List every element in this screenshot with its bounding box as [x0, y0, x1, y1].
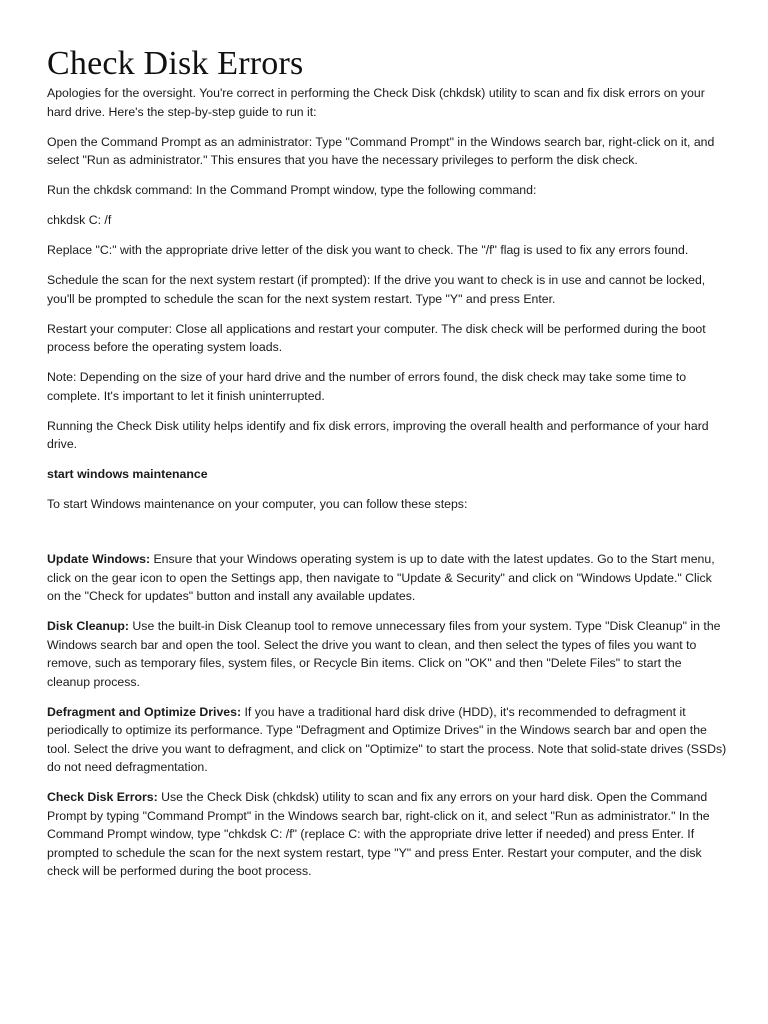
step-label: Check Disk Errors:	[47, 790, 158, 804]
replace-drive-note: Replace "C:" with the appropriate drive letter of the disk you want to check. The "/f" flag is used to fix any errors found.	[47, 243, 689, 257]
spacer	[47, 525, 727, 550]
step-run-chkdsk: Run the chkdsk command: In the Command Prompt window, type the following command:	[47, 183, 537, 197]
step-restart: Restart your computer: Close all applications and restart your computer. The disk check will be performed during the boot process before the operating system loads.	[47, 321, 706, 354]
step-label: Defragment and Optimize Drives:	[47, 704, 242, 719]
step-text: If you have a traditional hard disk drive (HDD), it's recommended to defragment it periodically to optimize its performance. Type "Defragment and Optimize Drives" in the Windows search bar and open the tool. Select the drive you want to defragment, and click on "Optimize" to start the process. Note that solid-state drives (SSDs) do not need defragmentation.	[47, 704, 727, 774]
step-open-command-prompt: Open the Command Prompt as an administrator: Type "Command Prompt" in the Windows search bar, right-click on it, and select "Run as administrator." This ensures that you have the necessary privileges to perform the disk check.	[47, 134, 715, 167]
step-label: Disk Cleanup:	[47, 619, 129, 633]
step-text: Use the built-in Disk Cleanup tool to remove unnecessary files from your system. Type "Disk Cleanup" in the Windows search bar and open the tool. Select the drive you want to clean, and then select the types of files you want to remove, such as temporary files, system files, or Recycle Bin items. Click on "OK" and then "Delete Files" to start the cleanup process.	[47, 619, 721, 689]
command-line: chkdsk C: /f	[47, 213, 112, 227]
note-paragraph: Note: Depending on the size of your hard drive and the number of errors found, the disk check may take some time to complete. It's important to let it finish uninterrupted.	[47, 370, 687, 403]
maintenance-step-disk-cleanup	[47, 617, 727, 691]
summary-paragraph: Running the Check Disk utility helps identify and fix disk errors, improving the overall health and performance of your hard drive.	[47, 418, 709, 451]
intro-paragraph: Apologies for the oversight. You're correct in performing the Check Disk (chkdsk) utility to scan and fix disk errors on your hard drive. Here's the step-by-step guide to run it:	[47, 86, 705, 119]
maintenance-step-update-windows	[47, 550, 727, 606]
step-label: Update Windows:	[47, 552, 151, 566]
maintenance-intro: To start Windows maintenance on your computer, you can follow these steps:	[47, 497, 468, 511]
maintenance-step-defragment	[47, 703, 727, 777]
subheading: start windows maintenance	[47, 467, 208, 481]
maintenance-step-check-disk	[47, 788, 727, 881]
step-text: Use the Check Disk (chkdsk) utility to scan and fix any errors on your hard disk. Open the Command Prompt by typing "Command Prompt" in the Windows search bar, right-click on it, and select "Run as administrator." In the Command Prompt window, type "chkdsk C: /f" (replace C: with the appropriate drive letter if needed) and press Enter. If prompted to schedule the scan for the next system restart, type "Y" and press Enter. Restart your computer, and the disk check will be performed during the boot process.	[47, 790, 710, 878]
page-title: Check Disk Errors	[47, 45, 304, 82]
step-schedule-scan: Schedule the scan for the next system restart (if prompted): If the drive you want to check is in use and cannot be locked, you'll be prompted to schedule the scan for the next system restart. Type "Y" and press Enter.	[47, 273, 706, 306]
document-page	[47, 44, 727, 892]
step-text: Ensure that your Windows operating system is up to date with the latest updates. Go to the Start menu, click on the gear icon to open the Settings app, then navigate to "Update & Security" and click on "Windows Update." Click on the "Check for updates" button and install any available updates.	[47, 552, 715, 603]
